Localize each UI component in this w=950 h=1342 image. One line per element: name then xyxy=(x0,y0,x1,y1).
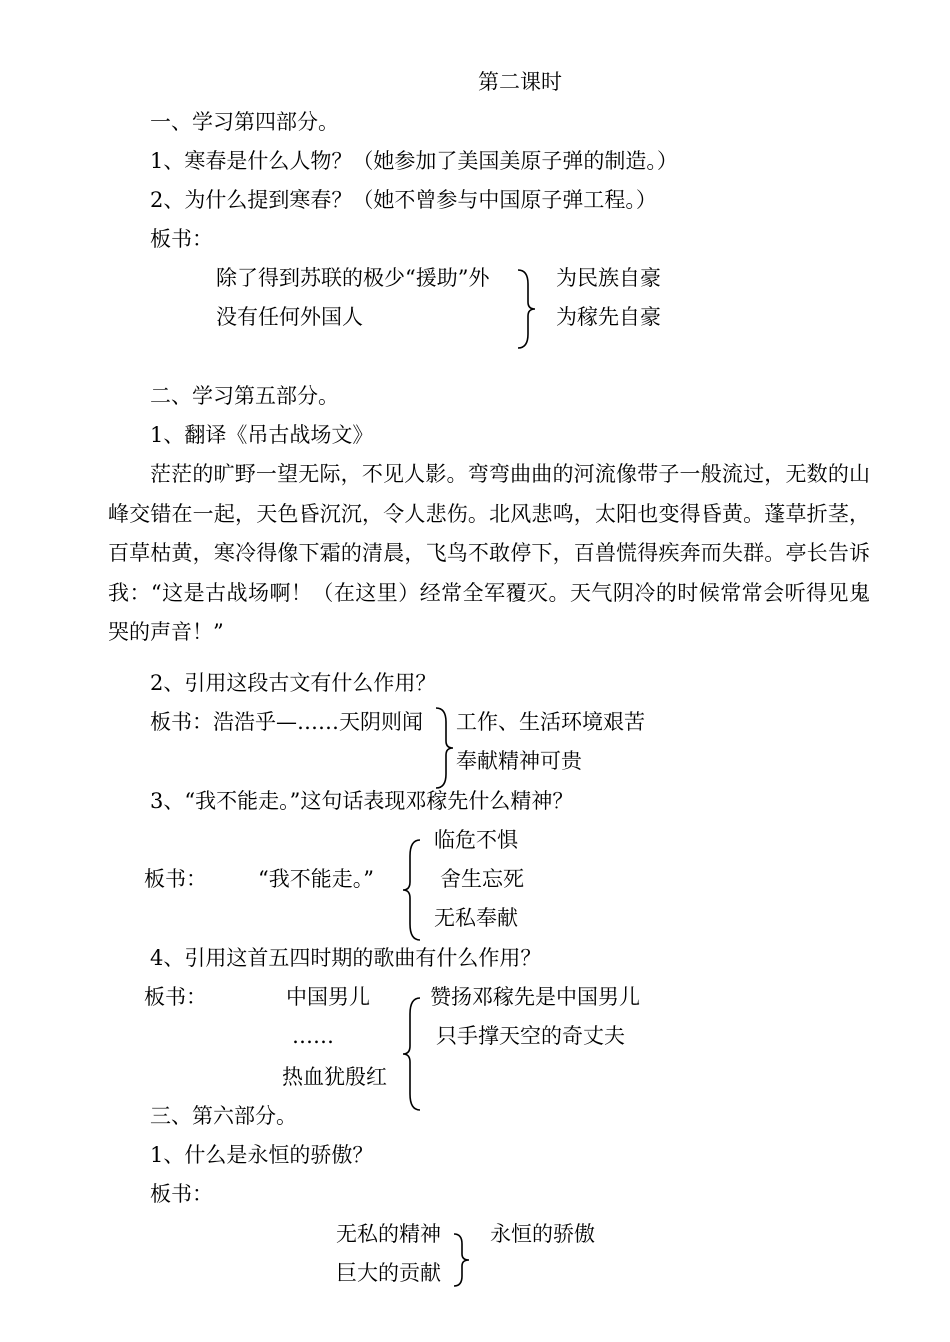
board-left-line: …… xyxy=(292,1024,334,1048)
board-label: 板书： xyxy=(150,227,213,251)
left-brace xyxy=(402,996,422,1112)
question-3: 3、“我不能走。”这句话表现邓稼先什么精神？ xyxy=(150,789,574,813)
translation-paragraph: 茫茫的旷野一望无际，不见人影。弯弯曲曲的河流像带子一般流过，无数的山峰交错在一起，天色昏沉沉，令人悲伤。北风悲鸣，太阳也变得昏黄。蓬草折茎，百草枯黄，寒冷得像下霜的清晨，飞鸟不敢停下，百兽慌得疾奔而失群。亭长告诉我：“这是古战场啊！（在这里）经常全军覆灭。天气阴冷的时候常常会听得见鬼哭的声音！” xyxy=(108,462,870,644)
board-left-line: 中国男儿 xyxy=(286,985,370,1009)
question-1: 1、寒春是什么人物？（她参加了美国美原子弹的制造。） xyxy=(150,149,678,173)
section-heading-part6: 三、第六部分。 xyxy=(150,1104,297,1128)
board-right-line: 工作、生活环境艰苦 xyxy=(456,710,645,734)
board-right-line: 赞扬邓稼先是中国男儿 xyxy=(430,985,640,1009)
right-brace xyxy=(516,268,536,350)
right-brace xyxy=(452,1232,472,1290)
question-4: 4、引用这首五四时期的歌曲有什么作用？ xyxy=(150,946,542,970)
left-brace xyxy=(402,838,422,942)
board-right-line: 无私奉献 xyxy=(434,906,518,930)
board-label: 板书： xyxy=(150,1182,213,1206)
board-left-line: 热血犹殷红 xyxy=(282,1065,387,1089)
question-2: 2、引用这段古文有什么作用？ xyxy=(150,671,437,695)
board-quote: “我不能走。” xyxy=(258,867,374,891)
question-1: 1、翻译《吊古战场文》 xyxy=(150,423,374,447)
section-heading-part5: 二、学习第五部分。 xyxy=(150,384,339,408)
page-title: 第二课时 xyxy=(478,70,562,94)
board-left-line: 板书：浩浩乎—……天阴则闻 xyxy=(150,710,423,734)
board-right-line: 奉献精神可贵 xyxy=(456,749,582,773)
board-left-line: 无私的精神 xyxy=(336,1222,441,1246)
board-right-line: 永恒的骄傲 xyxy=(490,1222,595,1246)
board-left-line: 没有任何外国人 xyxy=(216,305,363,329)
question-1: 1、什么是永恒的骄傲？ xyxy=(150,1143,374,1167)
board-right-line: 只手撑天空的奇丈夫 xyxy=(436,1024,625,1048)
board-label: 板书： xyxy=(144,985,207,1009)
board-right-line: 为稼先自豪 xyxy=(556,305,661,329)
board-right-line: 舍生忘死 xyxy=(440,867,524,891)
board-right-line: 为民族自豪 xyxy=(556,266,661,290)
board-left-line: 巨大的贡献 xyxy=(336,1261,441,1285)
section-heading-part4: 一、学习第四部分。 xyxy=(150,110,339,134)
right-brace xyxy=(434,706,454,790)
board-right-line: 临危不惧 xyxy=(434,828,518,852)
board-left-line: 除了得到苏联的极少“援助”外 xyxy=(216,266,490,290)
question-2: 2、为什么提到寒春？（她不曾参与中国原子弹工程。） xyxy=(150,188,657,212)
board-label: 板书： xyxy=(144,867,207,891)
